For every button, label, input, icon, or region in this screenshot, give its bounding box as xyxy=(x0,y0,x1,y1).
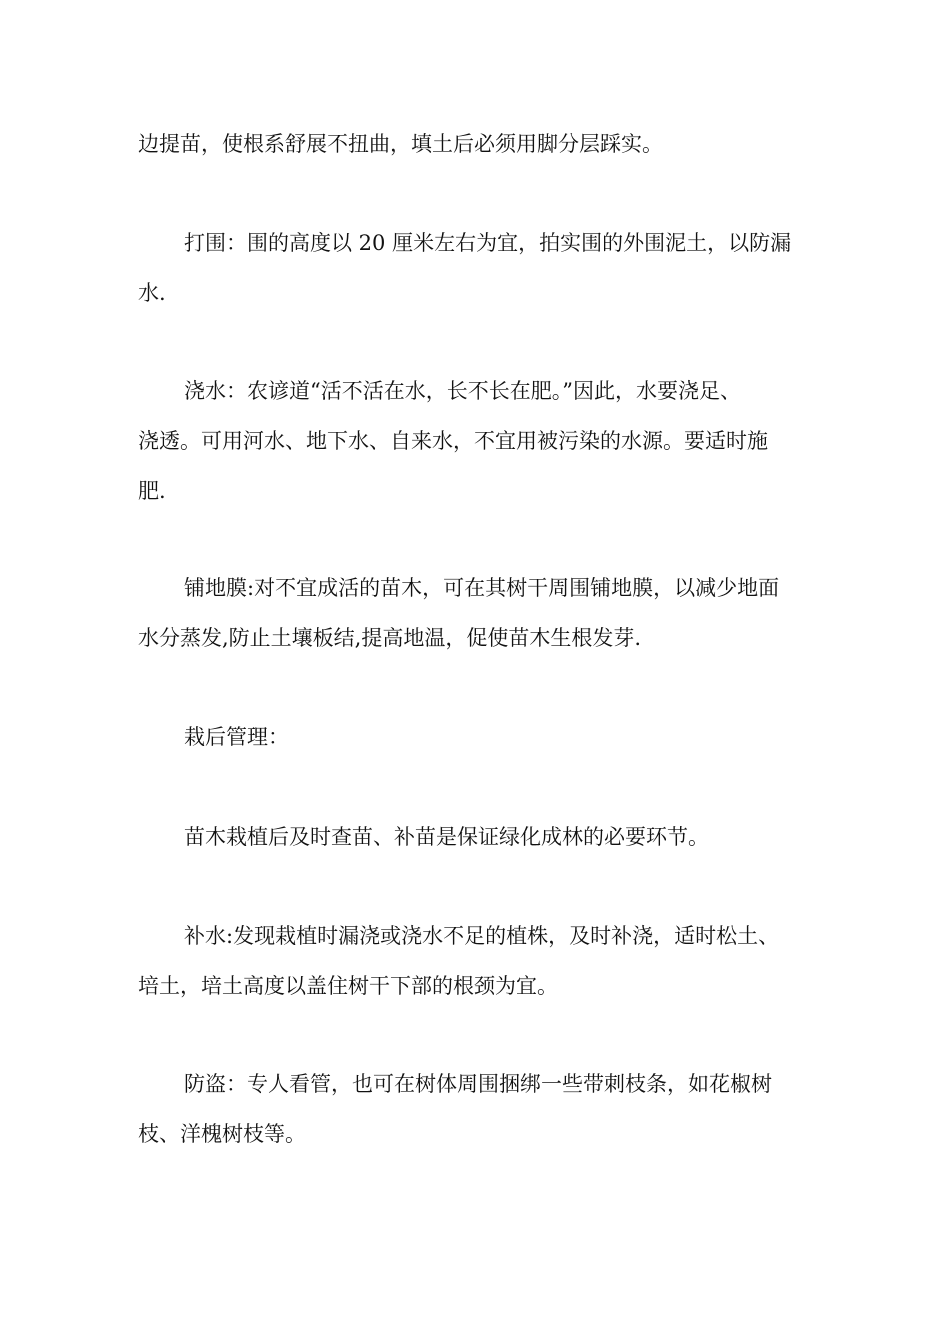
text-line: 培土，培土高度以盖住树干下部的根颈为宜。 xyxy=(138,974,558,998)
text-line: 水. xyxy=(138,281,166,305)
text-line: 肥. xyxy=(138,479,166,503)
paragraph-mulch-film xyxy=(138,563,818,663)
text-line: 苗木栽植后及时查苗、补苗是保证绿化成林的必要环节。 xyxy=(184,825,709,849)
text-line: 边提苗，使根系舒展不扭曲，填土后必须用脚分层踩实。 xyxy=(138,132,663,156)
paragraph-seedling-check xyxy=(138,812,818,862)
paragraph-watering xyxy=(138,366,818,516)
paragraph-continuation xyxy=(138,119,818,169)
text-line: 补水:发现栽植时漏浇或浇水不足的植株，及时补浇，适时松土、 xyxy=(184,924,780,948)
text-line: 防盗：专人看管，也可在树体周围捆绑一些带刺枝条，如花椒树 xyxy=(184,1072,772,1096)
text-line: 打围：围的高度以 20 厘米左右为宜，拍实围的外围泥土，以防漏 xyxy=(184,231,792,255)
text-line: 枝、洋槐树枝等。 xyxy=(138,1122,306,1146)
text-line: 栽后管理： xyxy=(184,725,289,749)
text-line: 铺地膜:对不宜成活的苗木，可在其树干周围铺地膜，以减少地面 xyxy=(184,576,780,600)
text-line: 浇水：农谚道“活不活在水，长不长在肥。”因此，水要浇足、 xyxy=(184,379,741,403)
text-line: 水分蒸发,防止土壤板结,提高地温，促使苗木生根发芽. xyxy=(138,626,642,650)
paragraph-post-planting-heading xyxy=(138,712,818,762)
paragraph-enclosure xyxy=(138,218,818,318)
text-line: 浇透。可用河水、地下水、自来水，不宜用被污染的水源。要适时施 xyxy=(138,429,768,453)
paragraph-anti-theft xyxy=(138,1059,818,1159)
paragraph-supplement-water xyxy=(138,911,818,1011)
